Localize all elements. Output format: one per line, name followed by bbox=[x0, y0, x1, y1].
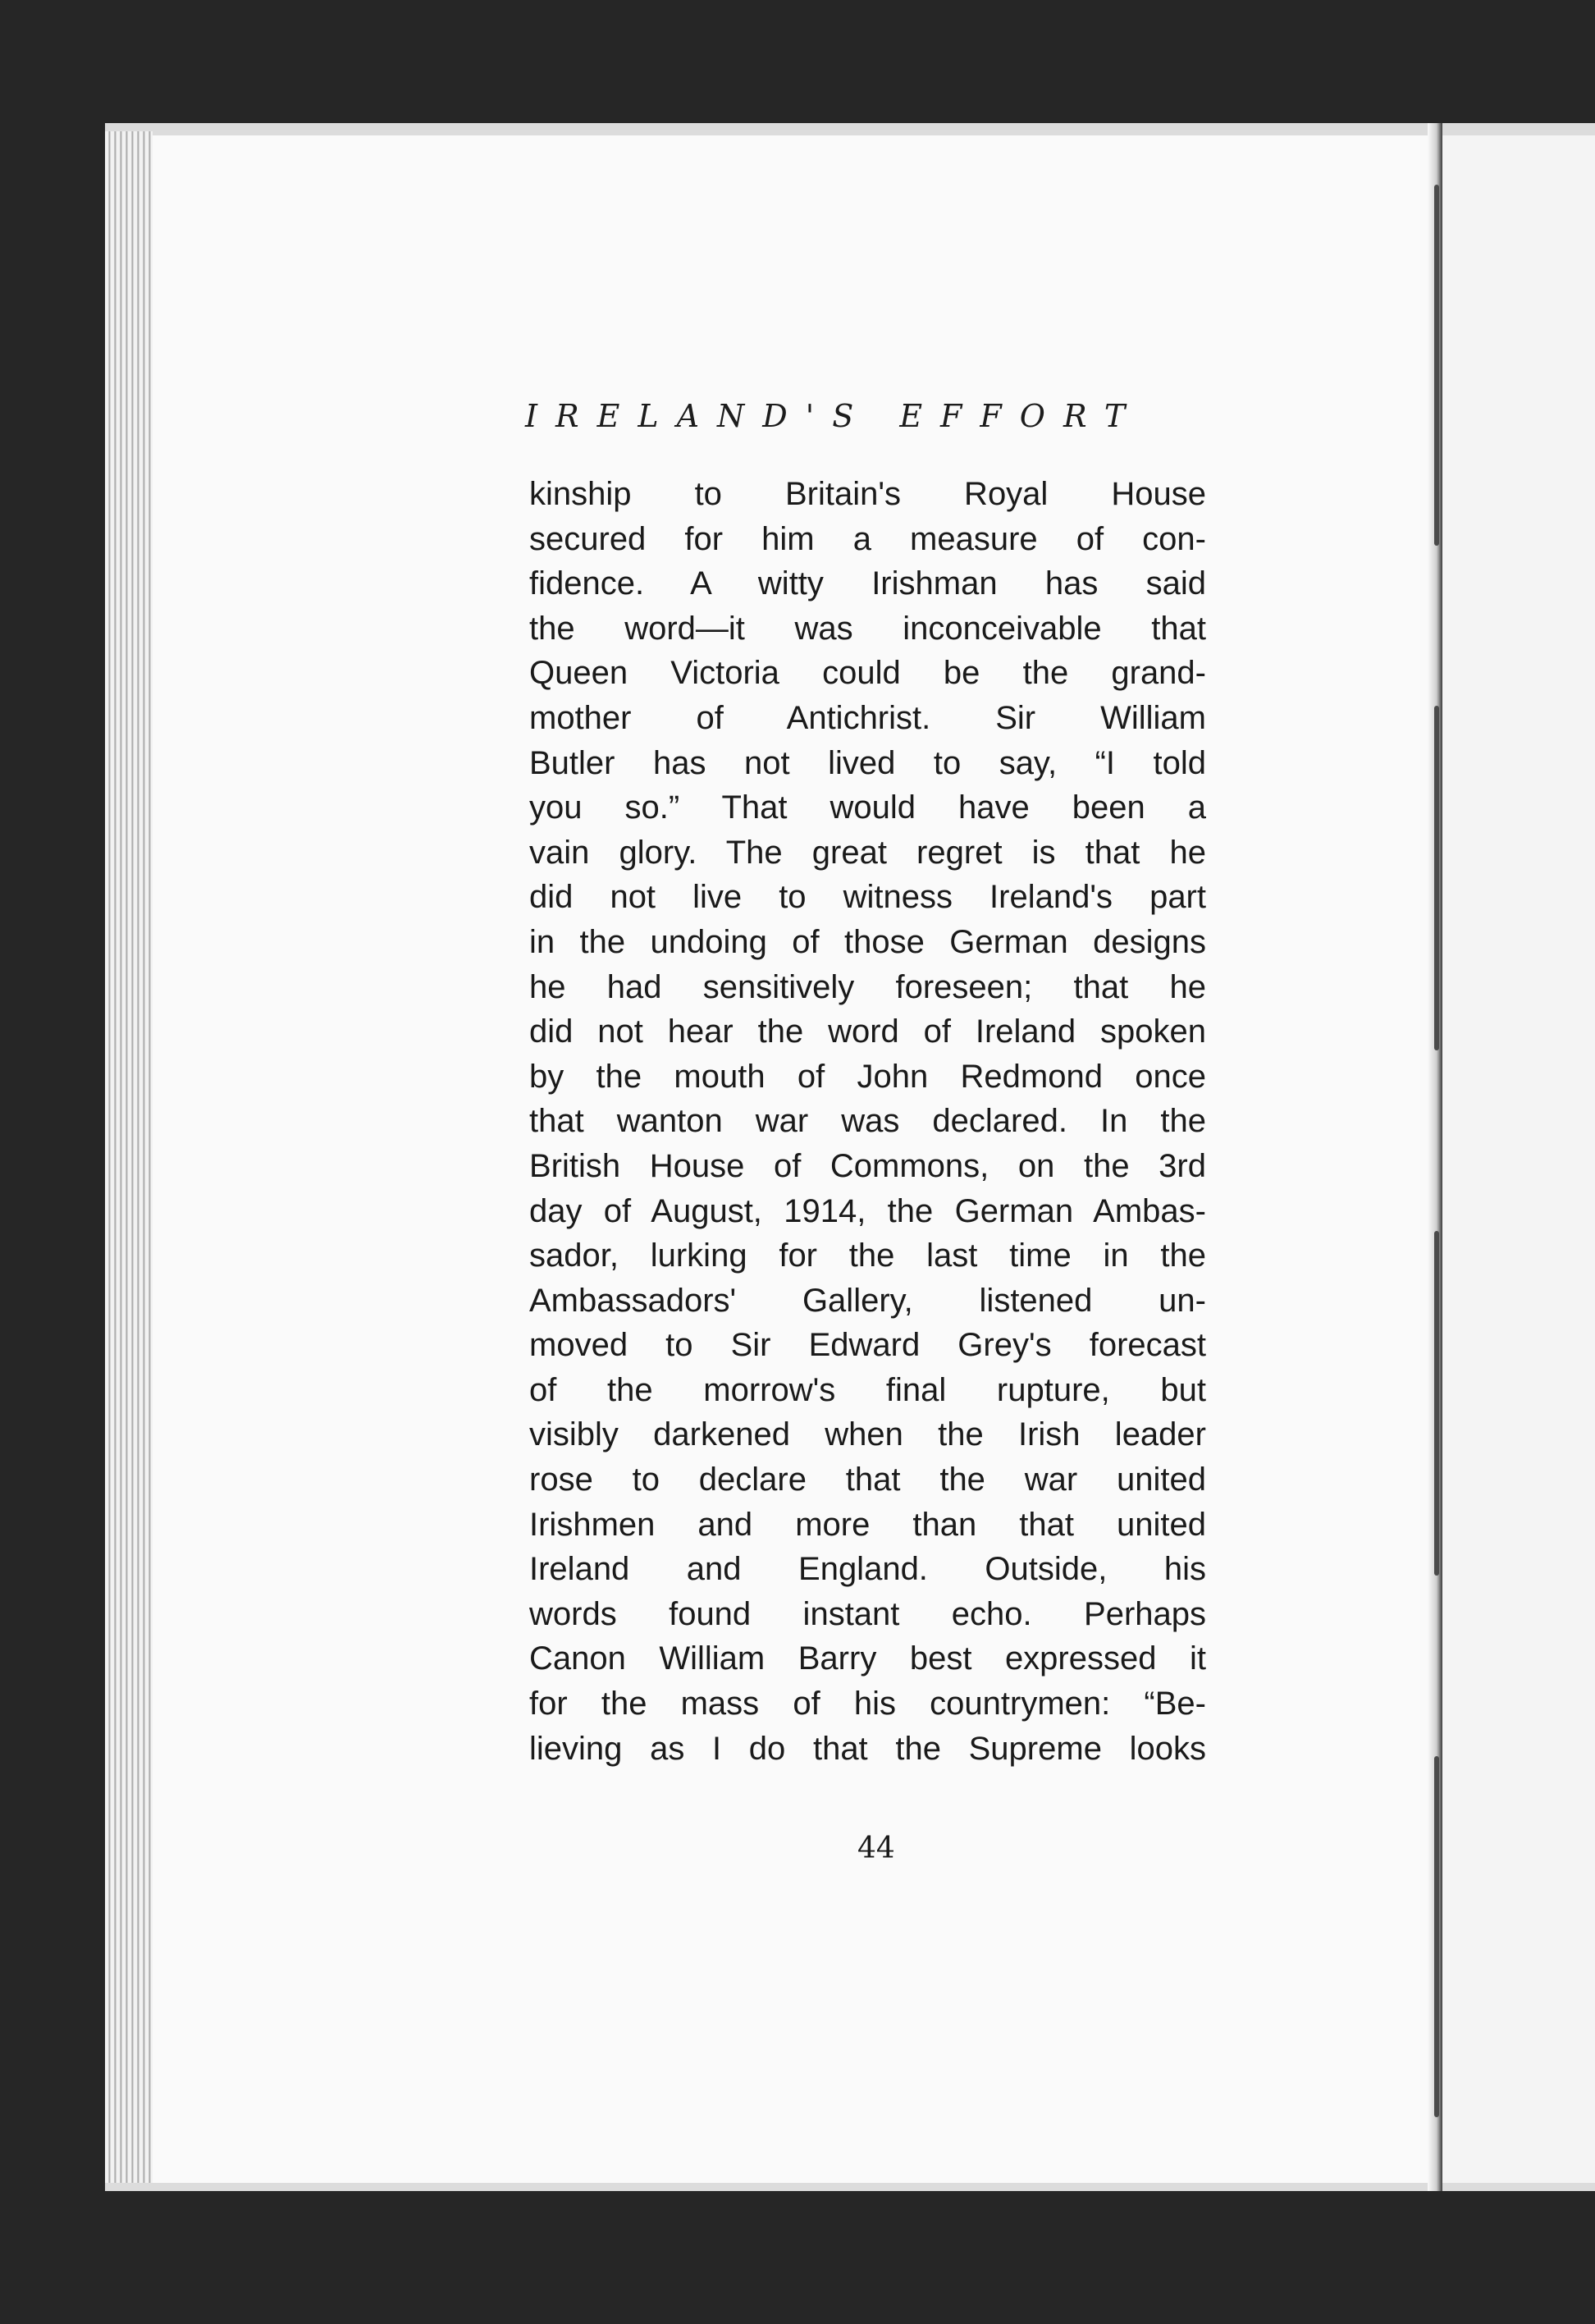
text-line: in the undoing of those German designs bbox=[529, 923, 1206, 960]
page-edges bbox=[105, 131, 153, 2183]
text-line: words found instant echo. Perhaps bbox=[529, 1595, 1206, 1632]
text-line: visibly darkened when the Irish leader bbox=[529, 1416, 1206, 1453]
text-line: of the morrow's final rupture, but bbox=[529, 1371, 1206, 1408]
text-line: Ireland and England. Outside, his bbox=[529, 1551, 1206, 1588]
text-line: kinship to Britain's Royal House bbox=[529, 476, 1206, 512]
text-line: by the mouth of John Redmond once bbox=[529, 1058, 1206, 1095]
text-line: Queen Victoria could be the grand- bbox=[529, 655, 1206, 692]
text-line: British House of Commons, on the 3rd bbox=[529, 1147, 1206, 1184]
text-line: secured for him a measure of con- bbox=[529, 520, 1206, 557]
text-line: did not live to witness Ireland's part bbox=[529, 879, 1206, 916]
text-line: did not hear the word of Ireland spoken bbox=[529, 1013, 1206, 1050]
text-line: sador, lurking for the last time in the bbox=[529, 1237, 1206, 1274]
binding-thread bbox=[1434, 185, 1439, 546]
text-line: the word—it was inconceivable that bbox=[529, 610, 1206, 647]
text-line: for the mass of his countrymen: “Be- bbox=[529, 1686, 1206, 1722]
text-line: Ambassadors' Gallery, listened un- bbox=[529, 1282, 1206, 1319]
text-line: he had sensitively foreseen; that he bbox=[529, 968, 1206, 1005]
text-line: lieving as I do that the Supreme looks bbox=[529, 1730, 1206, 1767]
body-text bbox=[529, 472, 1206, 1771]
page-number: 44 bbox=[857, 1832, 895, 1865]
binding-thread bbox=[1434, 1756, 1439, 2117]
text-line: Irishmen and more than that united bbox=[529, 1506, 1206, 1543]
text-line: Butler has not lived to say, “I told bbox=[529, 744, 1206, 781]
binding-thread bbox=[1434, 706, 1439, 1050]
running-header: IRELAND'S EFFORT bbox=[525, 398, 1144, 434]
text-line: that wanton war was declared. In the bbox=[529, 1103, 1206, 1140]
text-line: you so.” That would have been a bbox=[529, 789, 1206, 826]
facing-page-edge bbox=[1442, 135, 1595, 2183]
binding-thread bbox=[1434, 1231, 1439, 1576]
text-line: mother of Antichrist. Sir William bbox=[529, 699, 1206, 736]
text-line: day of August, 1914, the German Ambas- bbox=[529, 1192, 1206, 1229]
text-line: fidence. A witty Irishman has said bbox=[529, 565, 1206, 602]
text-line: rose to declare that the war united bbox=[529, 1462, 1206, 1498]
text-line: Canon William Barry best expressed it bbox=[529, 1640, 1206, 1677]
text-line: moved to Sir Edward Grey's forecast bbox=[529, 1327, 1206, 1364]
text-line: vain glory. The great regret is that he bbox=[529, 834, 1206, 871]
